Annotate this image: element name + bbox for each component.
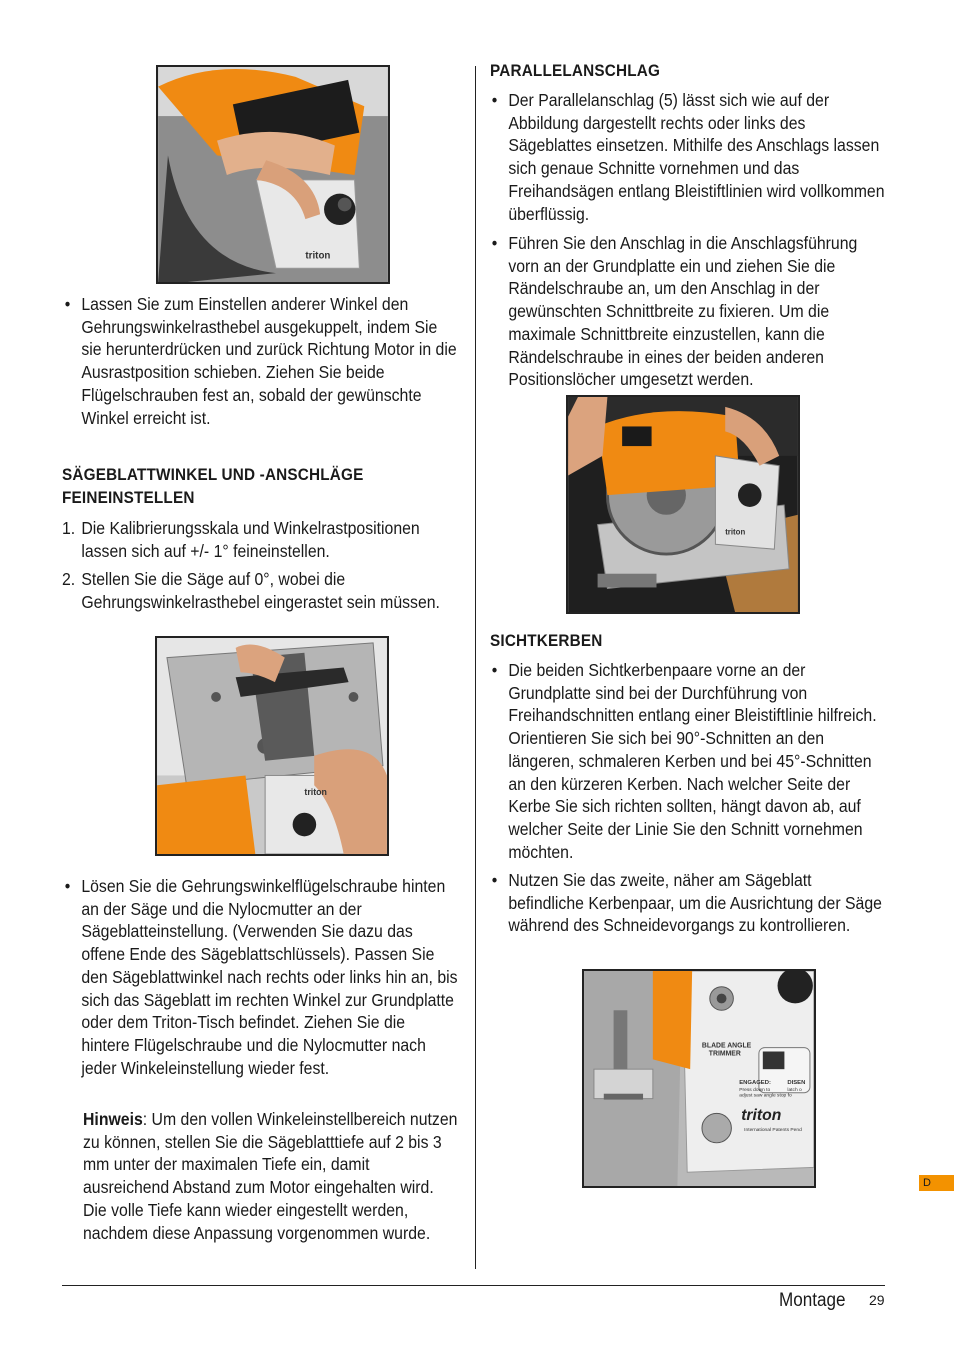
right-bullet-2-text: Führen Sie den Anschlag in die Anschlagsführung vorn an der Grundplatte ein und ziehen Sie die Rändelschraube an, um den Anschlag in der gewünschten Schnittbreite zu fixieren. Um die maximale Schnittbreite einzustellen, kann die Rändelschraube in eines der beiden anderen Positionslöcher umgesetzt werden. xyxy=(508,233,858,390)
photo-square-check-image xyxy=(157,638,387,854)
right-bullet-1 xyxy=(489,89,885,225)
photo-rip-fence xyxy=(566,395,800,614)
photo-brand-label: triton xyxy=(725,527,746,537)
photo-label-patents: International Patents Pend xyxy=(744,1128,802,1134)
footer-section-label: Montage xyxy=(779,1290,846,1311)
page-number: 29 xyxy=(869,1292,885,1308)
left-bullet-2-text: Lösen Sie die Gehrungswinkelflügelschraube hinten an der Säge und die Nylocmutter an der Sägeblatteinstellung. (Verwenden Sie dazu das offene Ende des Sägeblattschlüssels). Passen Sie den Sägeblattwinkel nach rechts oder links hin an, bis sich das Sägeblatt im rechten Winkel zur Grundplatte oder dem Triton-Tisch befindet. Ziehen Sie die hintere Flügelschraube und die Nylocmutter nach jeder Winkeleinstellung wieder fest. xyxy=(81,876,458,1078)
left-step-1-text: Die Kalibrierungsskala und Winkelrastpositionen lassen sich auf +/- 1° feineinstellen. xyxy=(81,518,420,561)
right-bullet-4-text: Nutzen Sie das zweite, näher am Sägeblatt befindliche Kerbenpaar, um die Ausrichtung der Säge während des Schneidevorgangs zu kontrollieren. xyxy=(508,870,882,936)
bullet-dot: • xyxy=(491,660,498,680)
right-bullet-3-text: Die beiden Sichtkerbenpaare vorne an der Grundplatte sind bei der Durchführung von Freihandschnitten entlang einer Bleistiftlinie hilfreich. Orientieren Sie sich bei 90°-Schnitten an den längeren, schmaleren Kerben und bei 45°-Schnitten an den kürzeren Kerben. Nach welcher Seite der Kerbe Sie sich richten sollten, hängt davon ab, auf welcher Seite der Linie Sie den Schnitt vornehmen möchten. xyxy=(508,660,877,862)
bullet-dot: • xyxy=(491,90,498,110)
photo-label-blade-angle: BLADE ANGLE xyxy=(701,1042,752,1050)
language-tab: D xyxy=(919,1175,954,1191)
left-step-1 xyxy=(62,517,458,562)
footer-rule xyxy=(62,1285,885,1286)
left-bullet-2 xyxy=(62,875,458,1079)
right-bullet-1-text: Der Parallelanschlag (5) lässt sich wie auf der Abbildung dargestellt rechts oder links des Sägeblattes einsetzen. Mithilfe des Anschlags lassen sich genaue Schnitte vornehmen und das Freihandsägen entlang Bleistiftlinien wird vollkommen überflüssig. xyxy=(508,90,885,224)
photo-brand-label: triton xyxy=(741,1107,782,1125)
step-number: 1. xyxy=(62,518,76,538)
bullet-dot: • xyxy=(64,876,71,896)
bullet-dot: • xyxy=(491,870,498,890)
left-heading-blade-angle: SÄGEBLATTWINKEL UND -ANSCHLÄGE FEINEINSTELLEN xyxy=(62,465,364,507)
photo-label-adjust: adjust saw angle stop fo xyxy=(739,1093,792,1099)
bullet-dot: • xyxy=(491,233,498,253)
photo-label-press-down: Press down to xyxy=(739,1087,771,1093)
photo-brand-label: triton xyxy=(304,787,327,798)
photo-sight-notches xyxy=(582,969,816,1188)
left-note xyxy=(83,1108,458,1244)
right-bullet-4 xyxy=(489,869,885,937)
photo-brand-label: triton xyxy=(305,250,331,262)
photo-sight-notches-image xyxy=(584,971,814,1186)
right-bullet-3 xyxy=(489,659,885,863)
photo-label-trimmer: TRIMMER xyxy=(708,1050,741,1058)
photo-mitre-lever xyxy=(156,65,390,284)
photo-label-latch: latch o xyxy=(787,1087,802,1093)
note-label: Hinweis xyxy=(83,1109,143,1129)
right-heading-rip-fence: PARALLELANSCHLAG xyxy=(490,61,661,80)
photo-label-disengaged: DISEN xyxy=(787,1079,806,1086)
right-bullet-2 xyxy=(489,232,885,391)
photo-label-engaged: ENGAGED: xyxy=(739,1079,771,1086)
left-step-2 xyxy=(62,568,458,613)
column-divider xyxy=(475,66,476,1269)
left-step-2-text: Stellen Sie die Säge auf 0°, wobei die Gehrungswinkelrasthebel eingerastet sein müssen. xyxy=(81,569,440,612)
photo-rip-fence-image xyxy=(568,397,798,612)
left-bullet-1 xyxy=(62,293,458,429)
step-number: 2. xyxy=(62,569,76,589)
photo-square-check xyxy=(155,636,389,856)
right-heading-sight-notches: SICHTKERBEN xyxy=(490,631,603,650)
photo-mitre-lever-image xyxy=(158,67,388,282)
bullet-dot: • xyxy=(64,294,71,314)
note-text: : Um den vollen Winkeleinstellbereich nutzen zu können, stellen Sie die Sägeblatttiefe auf 2 bis 3 mm unter der maximalen Tiefe ein, damit ausreichend Abstand zum Motor eingehalten wird. Die volle Tiefe kann wieder eingestellt werden, nachdem diese Anpassung vorgenommen wurde. xyxy=(83,1109,458,1243)
left-bullet-1-text: Lassen Sie zum Einstellen anderer Winkel den Gehrungswinkelrasthebel ausgekuppelt, indem Sie sie herunterdrücken und zurück Richtung Motor in die Ausrastposition schieben. Ziehen Sie beide Flügelschrauben fest an, sobald der gewünschte Winkel erreicht ist. xyxy=(81,294,457,428)
